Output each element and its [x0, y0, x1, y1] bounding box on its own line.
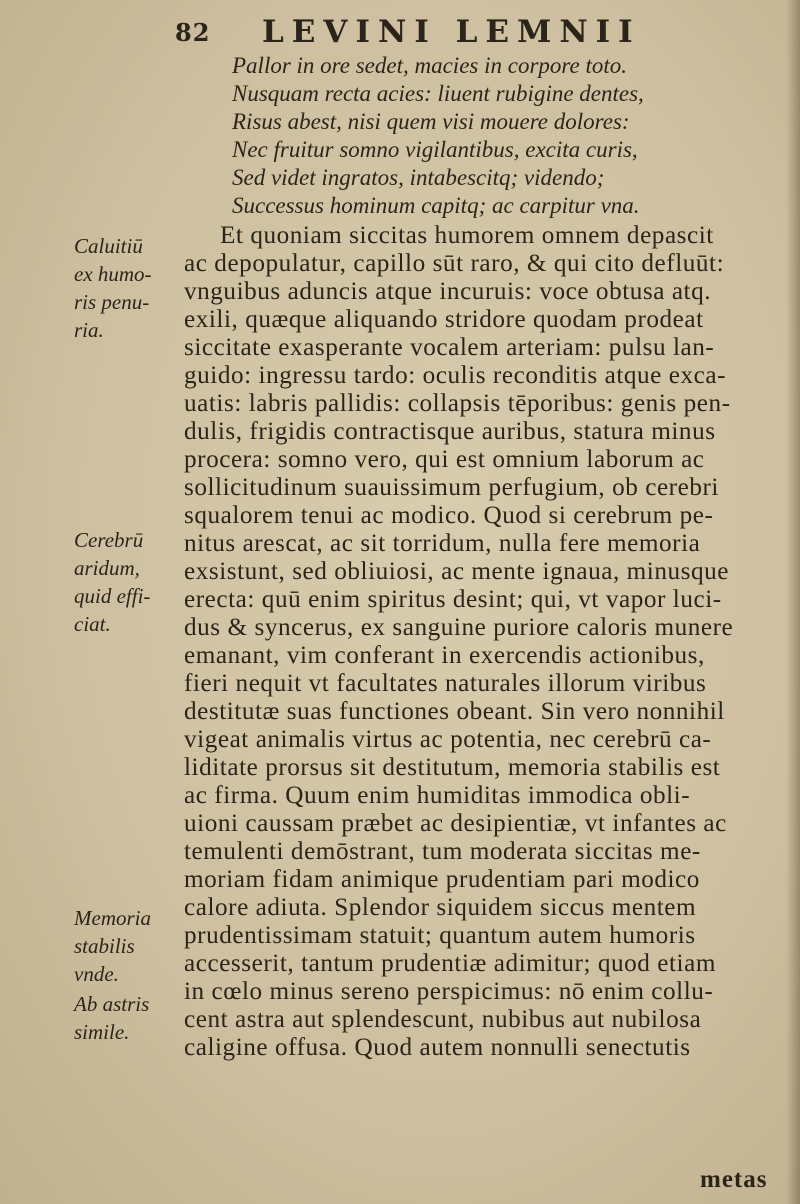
- text-line: liditate prorsus sit destitutum, memoria stabilis est: [184, 754, 721, 781]
- text-line: dus & syncerus, ex sanguine puriore caloris munere: [184, 614, 734, 641]
- text-line: vigeat animalis virtus ac potentia, nec cerebrū ca-: [184, 726, 712, 753]
- page-edge-shadow: [786, 0, 800, 1204]
- text-line: temulenti demōstrant, tum moderata siccitas me-: [184, 838, 701, 865]
- verse-line: Successus hominum capitq; ac carpitur vna.: [232, 193, 640, 218]
- text-line: in cœlo minus sereno perspicimus: nō enim collu-: [184, 978, 714, 1005]
- text-line: siccitate exasperante vocalem arteriam: pulsu lan-: [184, 334, 715, 361]
- text-line: Et quoniam siccitas humorem omnem depascit: [220, 222, 714, 249]
- margin-note-line: vnde.: [74, 962, 119, 986]
- text-line: caligine offusa. Quod autem nonnulli senectutis: [184, 1034, 691, 1061]
- text-line: dulis, frigidis contractisque auribus, statura minus: [184, 418, 716, 445]
- text-line: accesserit, tantum prudentiæ adimitur; quod etiam: [184, 950, 716, 977]
- verse-line: Pallor in ore sedet, macies in corpore toto.: [232, 53, 627, 78]
- margin-note-line: Caluitiū: [74, 234, 143, 258]
- text-line: ac firma. Quum enim humiditas immodica obli-: [184, 782, 691, 809]
- text-line: vnguibus aduncis atque incuruis: voce obtusa atq.: [184, 278, 712, 305]
- text-line: prudentissimam statuit; quantum autem humoris: [184, 922, 696, 949]
- text-line: calore adiuta. Splendor siquidem siccus mentem: [184, 894, 697, 921]
- margin-note-line: Cerebrū: [74, 528, 144, 552]
- margin-note-line: ria.: [74, 318, 104, 342]
- margin-note-stars: [74, 990, 149, 1046]
- margin-note-memory: [74, 904, 151, 988]
- text-line: squalorem tenui ac modico. Quod si cerebrum pe-: [184, 502, 714, 529]
- verse-line: Risus abest, nisi quem visi mouere dolores:: [232, 109, 630, 134]
- text-line: uatis: labris pallidis: collapsis tēporibus: genis pen-: [184, 390, 731, 417]
- margin-note-line: ex humo-: [74, 262, 152, 286]
- text-line: destitutæ suas functiones obeant. Sin vero nonnihil: [184, 698, 725, 725]
- verse-line: Nusquam recta acies: liuent rubigine dentes,: [232, 81, 644, 106]
- margin-note-line: simile.: [74, 1020, 130, 1044]
- text-line: erecta: quū enim spiritus desint; qui, vt vapor luci-: [184, 586, 722, 613]
- text-line: guido: ingressu tardo: oculis reconditis atque exca-: [184, 362, 727, 389]
- text-line: exsistunt, sed obliuiosi, ac mente ignaua, minusque: [184, 558, 730, 585]
- text-line: nitus arescat, ac sit torridum, nulla fere memoria: [184, 530, 701, 557]
- margin-note-line: quid effi-: [74, 584, 151, 608]
- verse-line: Sed videt ingratos, intabescitq; videndo;: [232, 165, 605, 190]
- margin-note-line: ciat.: [74, 612, 111, 636]
- verse-line: Nec fruitur somno vigilantibus, excita curis,: [232, 137, 638, 162]
- page-header: [0, 8, 800, 52]
- text-line: ac depopulatur, capillo sūt raro, & qui cito defluūt:: [184, 250, 725, 277]
- margin-note-line: ris penu-: [74, 290, 150, 314]
- running-head: LEVINI LEMNII: [262, 14, 641, 50]
- margin-note-line: stabilis: [74, 934, 135, 958]
- text-line: fieri nequit vt facultates naturales illorum viribus: [184, 670, 707, 697]
- text-line: exili, quæque aliquando stridore quodam prodeat: [184, 306, 704, 333]
- margin-note-dry-brain: [74, 526, 150, 638]
- page-number: 82: [175, 18, 211, 47]
- text-line: cent astra aut splendescunt, nubibus aut nubilosa: [184, 1006, 702, 1033]
- margin-note-line: aridum,: [74, 556, 140, 580]
- text-line: moriam fidam animique prudentiam pari modico: [184, 866, 700, 893]
- text-line: emanant, vim conferant in exercendis actionibus,: [184, 642, 705, 669]
- text-line: sollicitudinum suauissimum perfugium, ob cerebri: [184, 474, 719, 501]
- text-line: uioni caussam præbet ac desipientiæ, vt infantes ac: [184, 810, 727, 837]
- margin-note-line: Ab astris: [74, 992, 150, 1016]
- text-line: procera: somno vero, qui est omnium laborum ac: [184, 446, 705, 473]
- margin-note-baldness: [74, 232, 152, 344]
- catchword: metas: [700, 1166, 768, 1193]
- margin-note-line: Memoria: [74, 906, 151, 930]
